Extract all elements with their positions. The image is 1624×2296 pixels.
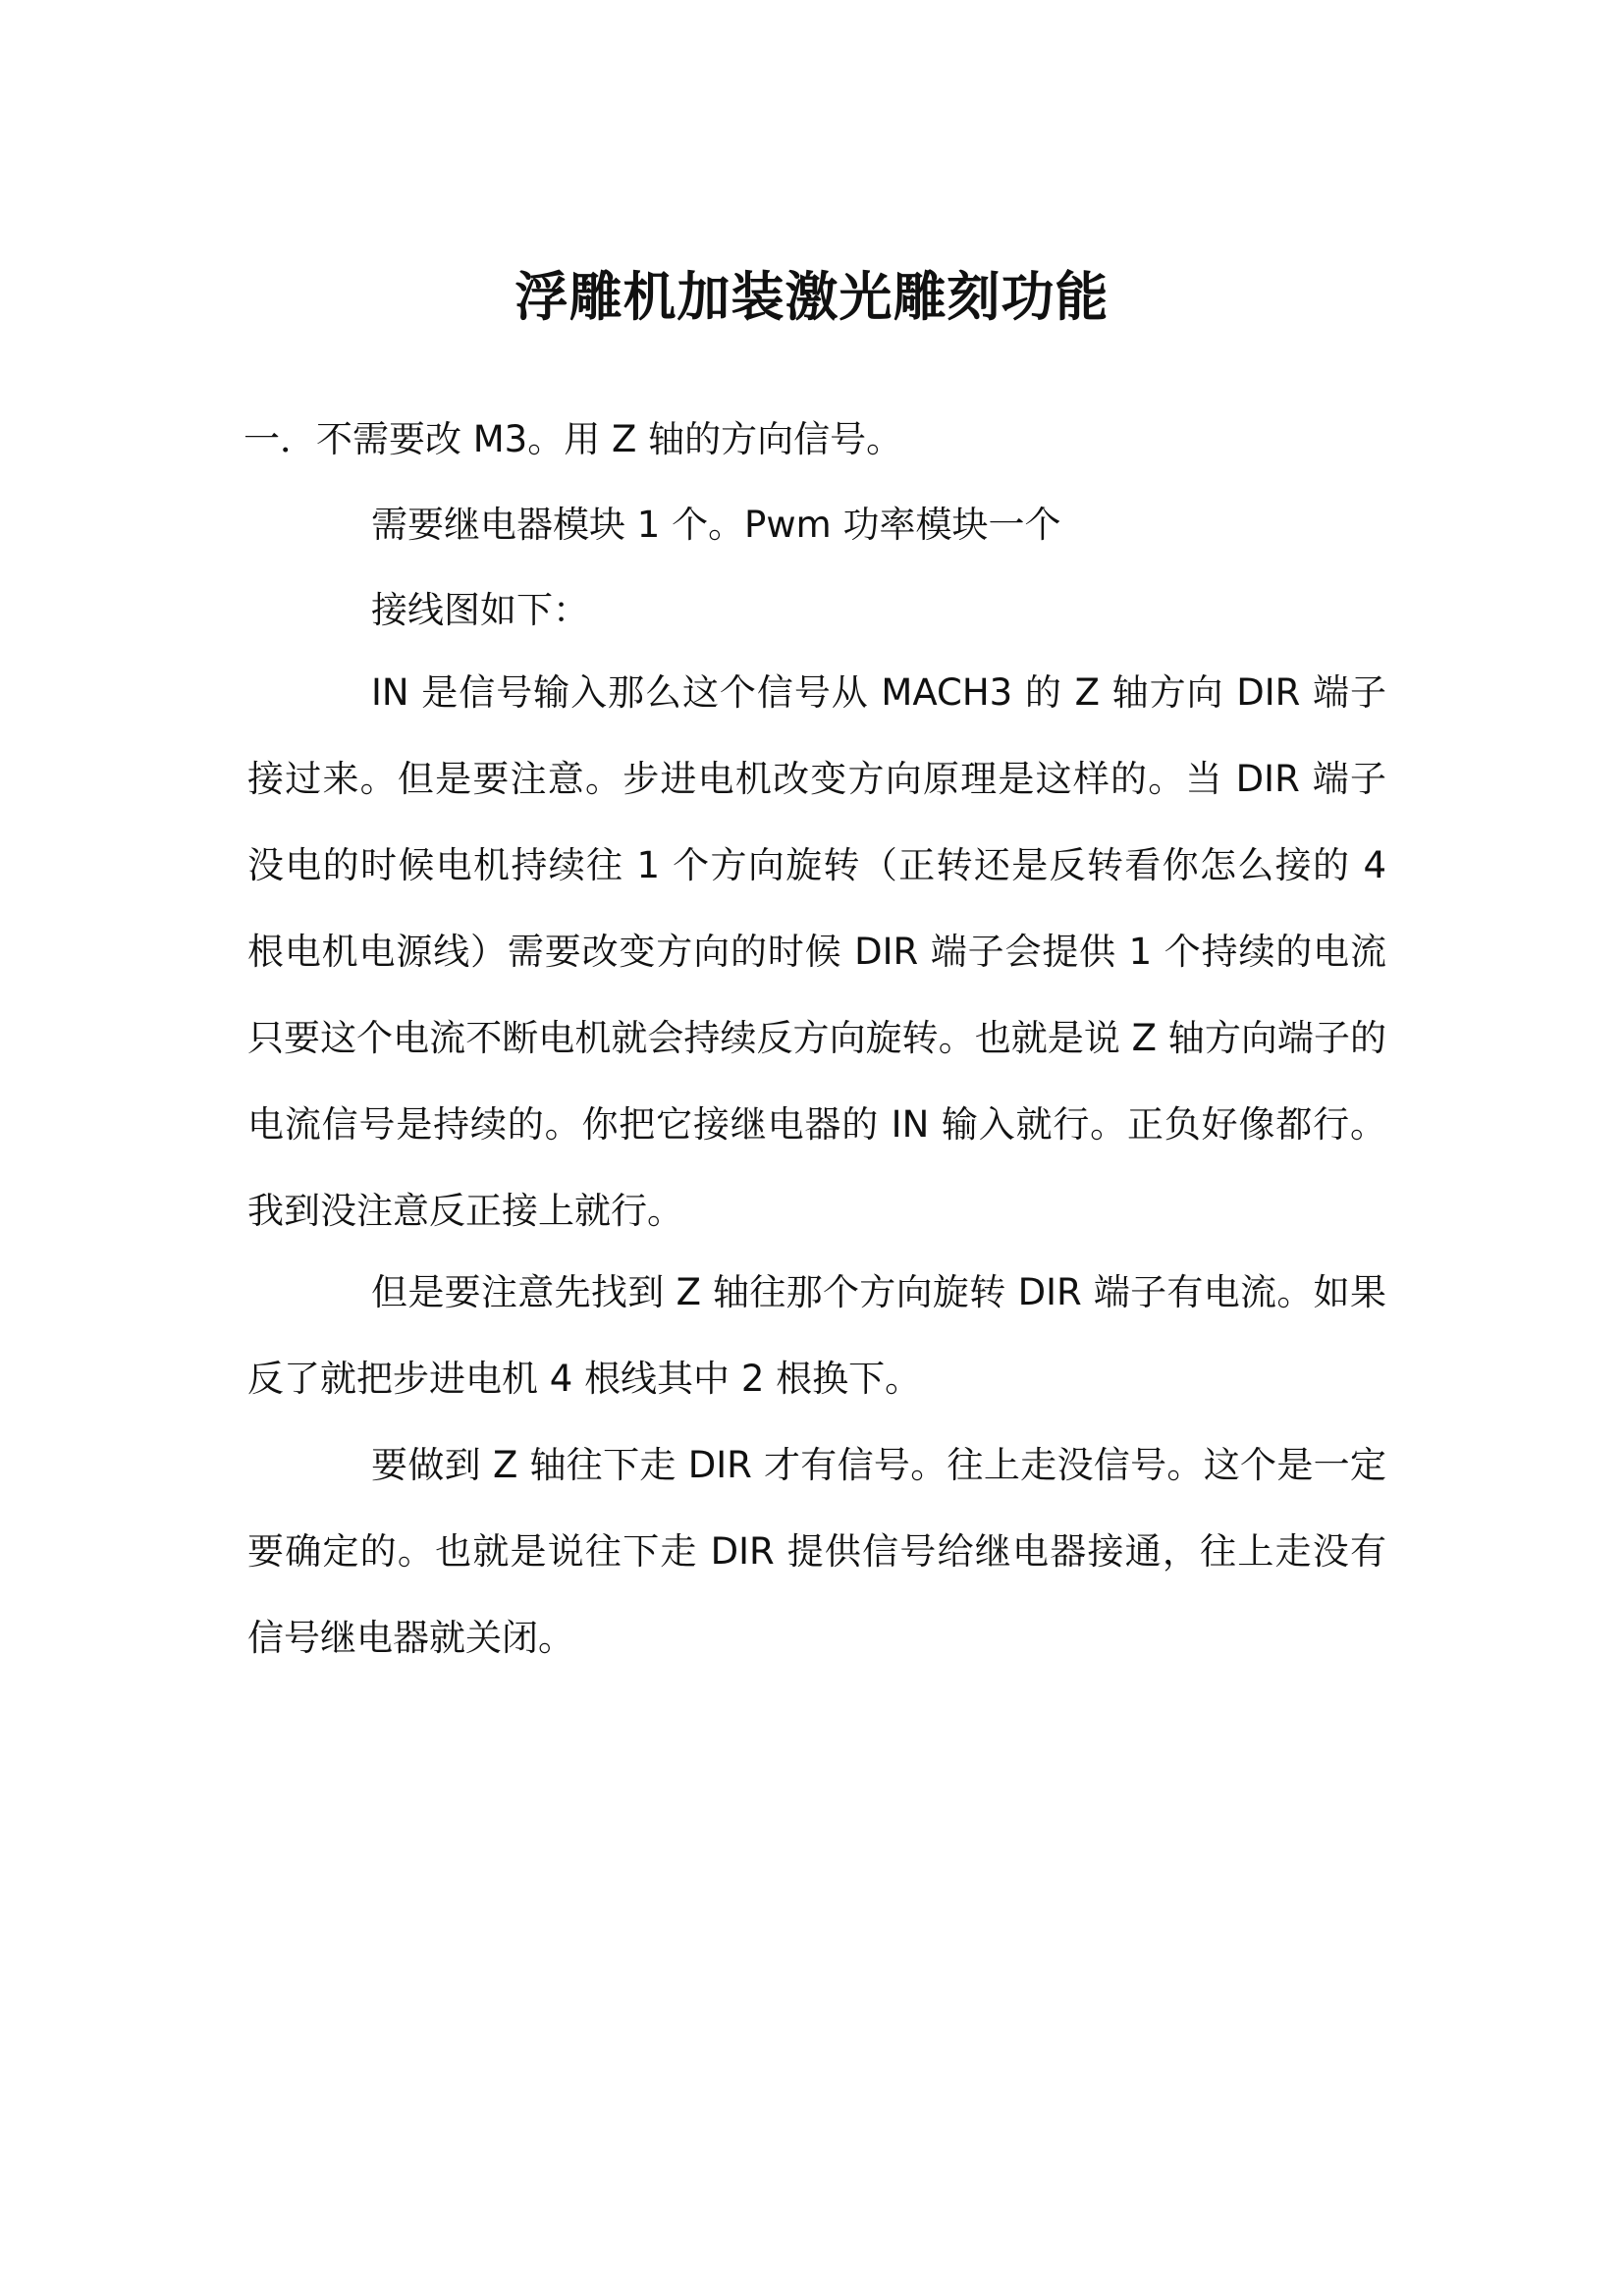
paragraph-direction-check: 但是要注意先找到 Z 轴往那个方向旋转 DIR 端子有电流。如果反了就把步进电机 4 根线其中 2 根换下。 xyxy=(247,1271,1386,1400)
requirement-line: 需要继电器模块 1 个。Pwm 功率模块一个 xyxy=(371,504,1061,546)
section-heading: 一．不需要改 M3。用 Z 轴的方向信号。 xyxy=(244,418,903,460)
document-title: 浮雕机加装激光雕刻功能 xyxy=(514,265,1110,328)
paragraph-wiring-explanation: IN 是信号输入那么这个信号从 MACH3 的 Z 轴方向 DIR 端子接过来。但是要注意。步进电机改变方向原理是这样的。当 DIR 端子没电的时候电机持续往 1 个方向旋转（正转还是反转看你怎么接的 4 根电机电源线）需要改变方向的时候 DIR 端子会提供 1 个持续的电流只要这个电流不断电机就会持续反方向旋转。也就是说 Z 轴方向端子的电流信号是持续的。你把它接继电器的 IN 输入就行。正负好像都行。我到没注意反正接上就行。 xyxy=(247,671,1386,1232)
wiring-diagram-line: 接线图如下： xyxy=(371,589,589,631)
paragraph-signal-requirement: 要做到 Z 轴往下走 DIR 才有信号。往上走没信号。这个是一定要确定的。也就是说往下走 DIR 提供信号给继电器接通，往上走没有信号继电器就关闭。 xyxy=(247,1444,1386,1659)
